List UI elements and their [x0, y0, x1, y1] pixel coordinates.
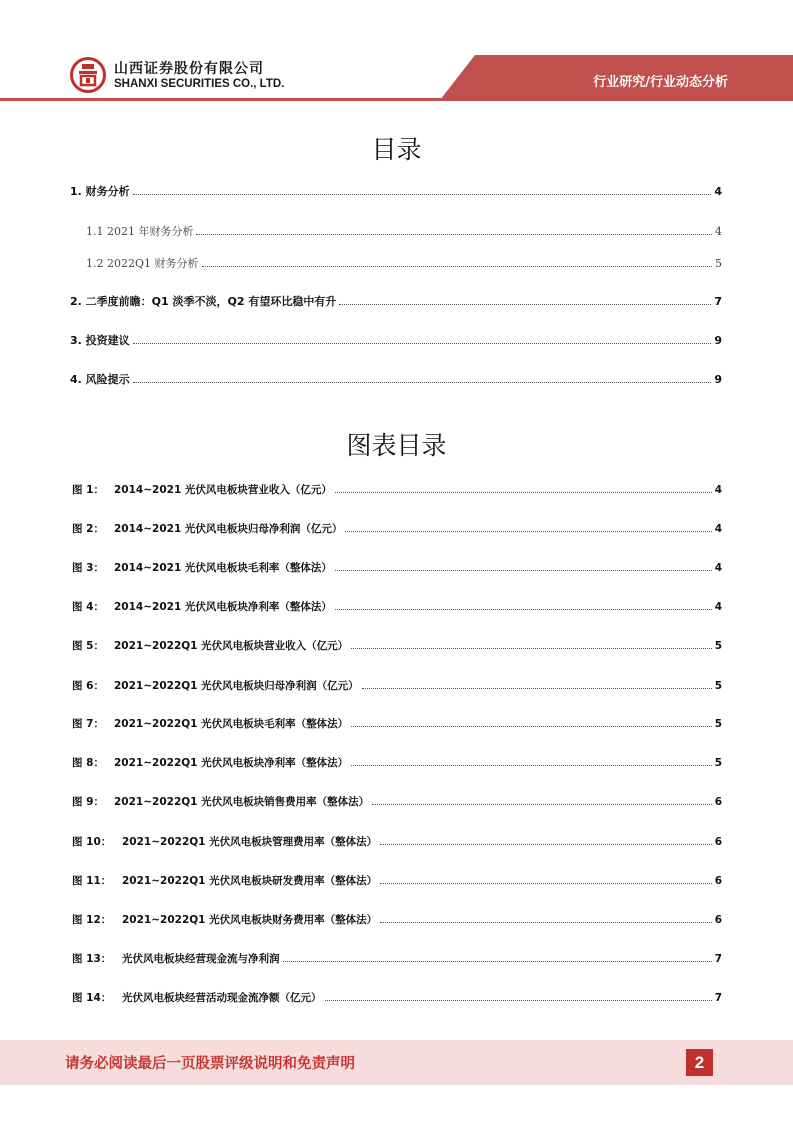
figure-text: 2014~2021 光伏风电板块毛利率（整体法）: [114, 562, 332, 574]
figure-page: 6: [714, 914, 722, 926]
leader-dots: [335, 491, 712, 493]
toc-entry-page: 4: [715, 225, 722, 238]
toc-entry-label: 4. 风险提示: [70, 373, 130, 386]
figure-page: 4: [714, 523, 722, 535]
figure-page: 6: [714, 796, 722, 808]
leader-dots: [372, 803, 712, 805]
leader-dots: [380, 843, 712, 845]
leader-dots: [335, 608, 712, 610]
leader-dots: [351, 764, 712, 766]
company-name-cn: 山西证券股份有限公司: [114, 61, 264, 77]
figure-entry[interactable]: [72, 912, 722, 927]
leader-dots: [345, 530, 711, 532]
figure-entry[interactable]: [72, 716, 722, 731]
figure-page: 5: [714, 718, 722, 730]
header-divider: [0, 98, 793, 101]
page-header: [0, 0, 793, 110]
leader-dots: [325, 999, 712, 1001]
figure-entry[interactable]: [72, 873, 722, 888]
figure-text: 2021~2022Q1 光伏风电板块研发费用率（整体法）: [122, 875, 378, 887]
leader-dots: [380, 882, 712, 884]
toc-title: 目录: [371, 135, 422, 164]
toc-entry-label: 3. 投资建议: [70, 334, 130, 347]
figure-text: 2021~2022Q1 光伏风电板块管理费用率（整体法）: [122, 836, 378, 848]
figure-number: 图 4：: [72, 601, 104, 613]
figure-page: 5: [714, 680, 722, 692]
toc-entry[interactable]: [70, 183, 722, 199]
figure-number: 图 10：: [72, 836, 112, 848]
leader-dots: [380, 921, 712, 923]
figure-number: 图 2：: [72, 523, 104, 535]
figure-text: 2021~2022Q1 光伏风电板块归母净利润（亿元）: [114, 680, 359, 692]
figure-text: 2021~2022Q1 光伏风电板块净利率（整体法）: [114, 757, 349, 769]
figure-number: 图 5：: [72, 640, 104, 652]
figure-text: 光伏风电板块经营活动现金流净额（亿元）: [122, 992, 322, 1004]
figure-page: 7: [714, 953, 722, 965]
figure-entry[interactable]: [72, 990, 722, 1005]
figure-page: 5: [714, 640, 722, 652]
figure-entry[interactable]: [72, 560, 722, 575]
toc-entry[interactable]: [70, 371, 722, 387]
toc-entry[interactable]: [70, 293, 722, 309]
figure-text: 2021~2022Q1 光伏风电板块财务费用率（整体法）: [122, 914, 378, 926]
figure-entry[interactable]: [72, 599, 722, 614]
figures-title: 图表目录: [346, 431, 447, 460]
company-logo: [70, 54, 310, 98]
leader-dots: [339, 303, 711, 305]
figure-number: 图 12：: [72, 914, 112, 926]
toc-entry-label: 1.1 2021 年财务分析: [86, 225, 194, 238]
figure-text: 2014~2021 光伏风电板块归母净利润（亿元）: [114, 523, 343, 535]
figure-number: 图 8：: [72, 757, 104, 769]
toc-entry-label: 2. 二季度前瞻：Q1 淡季不淡，Q2 有望环比稳中有升: [70, 295, 337, 308]
toc-entry[interactable]: [70, 332, 722, 348]
leader-dots: [351, 725, 712, 727]
figure-number: 图 13：: [72, 953, 112, 965]
figure-text: 2014~2021 光伏风电板块营业收入（亿元）: [114, 484, 332, 496]
toc-entry-page: 9: [714, 373, 722, 386]
leader-dots: [202, 265, 713, 267]
figure-entry[interactable]: [72, 638, 722, 653]
figure-text: 2021~2022Q1 光伏风电板块营业收入（亿元）: [114, 640, 349, 652]
leader-dots: [133, 342, 712, 344]
company-logo-icon: [70, 57, 106, 93]
figure-number: 图 14：: [72, 992, 112, 1004]
footer-disclaimer: 请务必阅读最后一页股票评级说明和免责声明: [65, 1056, 355, 1072]
toc-entry[interactable]: [86, 223, 722, 239]
toc-entry-label: 1.2 2022Q1 财务分析: [86, 257, 199, 270]
figure-page: 4: [714, 601, 722, 613]
toc-entry[interactable]: [86, 255, 722, 271]
figure-number: 图 6：: [72, 680, 104, 692]
leader-dots: [196, 233, 712, 235]
figure-entry[interactable]: [72, 834, 722, 849]
figure-text: 2021~2022Q1 光伏风电板块毛利率（整体法）: [114, 718, 349, 730]
leader-dots: [351, 647, 712, 649]
toc-entry-page: 7: [714, 295, 722, 308]
leader-dots: [362, 687, 712, 689]
figure-entry[interactable]: [72, 794, 722, 809]
figure-number: 图 1：: [72, 484, 104, 496]
figure-number: 图 11：: [72, 875, 112, 887]
figure-page: 7: [714, 992, 722, 1004]
toc-entry-page: 5: [715, 257, 722, 270]
report-type: 行业研究/行业动态分析: [593, 75, 728, 90]
toc-entry-page: 4: [714, 185, 722, 198]
figure-entry[interactable]: [72, 482, 722, 497]
figure-page: 5: [714, 757, 722, 769]
figure-page: 6: [714, 836, 722, 848]
figure-number: 图 7：: [72, 718, 104, 730]
figure-page: 6: [714, 875, 722, 887]
figure-entry[interactable]: [72, 678, 722, 693]
figure-entry[interactable]: [72, 951, 722, 966]
company-name-en: SHANXI SECURITIES CO., LTD.: [114, 78, 285, 90]
figure-text: 2014~2021 光伏风电板块净利率（整体法）: [114, 601, 332, 613]
leader-dots: [133, 193, 712, 195]
figure-text: 2021~2022Q1 光伏风电板块销售费用率（整体法）: [114, 796, 370, 808]
figure-entry[interactable]: [72, 755, 722, 770]
figure-number: 图 9：: [72, 796, 104, 808]
leader-dots: [335, 569, 712, 571]
figure-number: 图 3：: [72, 562, 104, 574]
figure-text: 光伏风电板块经营现金流与净利润: [122, 953, 280, 965]
leader-dots: [283, 960, 712, 962]
toc-entry-page: 9: [714, 334, 722, 347]
toc-entry-label: 1. 财务分析: [70, 185, 130, 198]
page-number: 2: [686, 1049, 713, 1076]
figure-page: 4: [714, 562, 722, 574]
leader-dots: [133, 381, 712, 383]
figure-entry[interactable]: [72, 521, 722, 536]
figure-page: 4: [714, 484, 722, 496]
